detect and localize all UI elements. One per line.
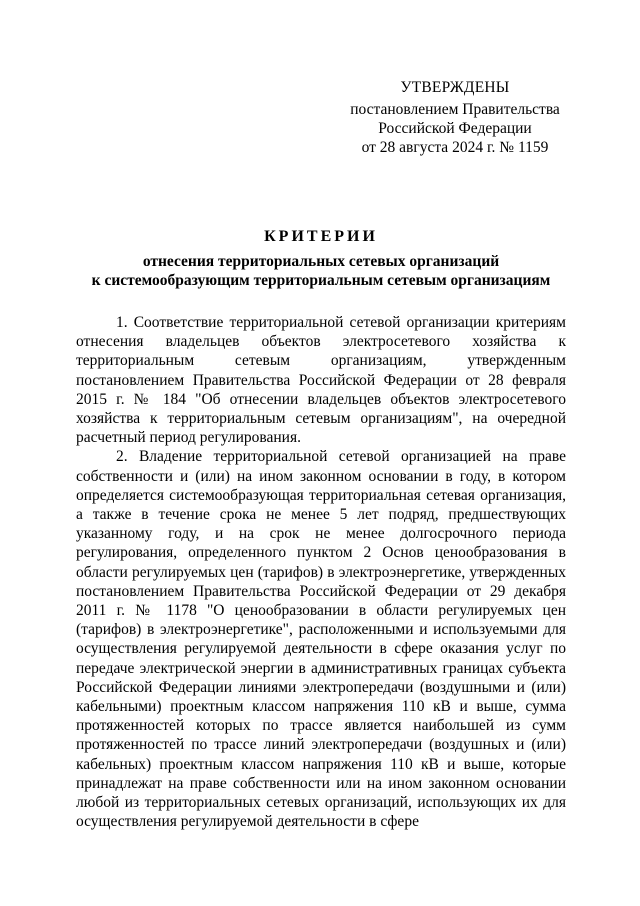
document-subtitle xyxy=(76,252,566,290)
document-body xyxy=(76,313,566,831)
subtitle-line-1: отнесения территориальных сетевых организаций xyxy=(142,253,500,270)
approval-line-1: постановлением Правительства xyxy=(350,101,560,118)
approval-line-3: от 28 августа 2024 г. № 1159 xyxy=(361,139,549,156)
approval-line-2: Российской Федерации xyxy=(378,120,532,137)
paragraph-1: 1. Соответствие территориальной сетевой организации критериям отнесения владельцев объектов электросетевого хозяйства к территориальным сетевым организациям, утвержденным постановлением Правительства Российской Федерации от 28 февраля 2015 г. № 184 "Об отнесении владельцев объектов электросетевого хозяйства к территориальным сетевым организациям", на очередной расчетный период регулирования. xyxy=(76,314,566,447)
paragraph-2: 2. Владение территориальной сетевой организацией на праве собственности и (или) на ином законном основании в году, в котором определяется системообразующая территориальная сетевая организация, а также в течение срока не менее 5 лет подряд, предшествующих указанному году, и на срок не менее долгосрочного периода регулирования, определенного пунктом 2 Основ ценообразования в области регулируемых цен (тарифов) в электроэнергетике, утвержденных постановлением Правительства Российской Федерации от 29 декабря 2011 г. № 1178 "О ценообразовании в области регулируемых цен (тарифов) в электроэнергетике", расположенными и используемыми для осуществления регулируемой деятельности в сфере оказания услуг по передаче электрической энергии в административных границах субъекта Российской Федерации линиями электропередачи (воздушными и (или) кабельными) проектным классом напряжения 110 кВ и выше, сумма протяженностей которых по трассе является наибольшей из сумм протяженностей по трассе линий электропередачи (воздушных и (или) кабельных) проектным классом напряжения 110 кВ и выше, которые принадлежат на праве собственности или на ином законном основании любой из территориальных сетевых организаций, использующих их для осуществления регулируемой деятельности в сфере xyxy=(76,448,566,831)
subtitle-line-2: к системообразующим территориальным сетевым организациям xyxy=(91,272,551,289)
approval-heading: УТВЕРЖДЕНЫ xyxy=(400,79,510,96)
document-title: КРИТЕРИИ xyxy=(264,228,378,245)
approval-stamp xyxy=(330,78,580,157)
